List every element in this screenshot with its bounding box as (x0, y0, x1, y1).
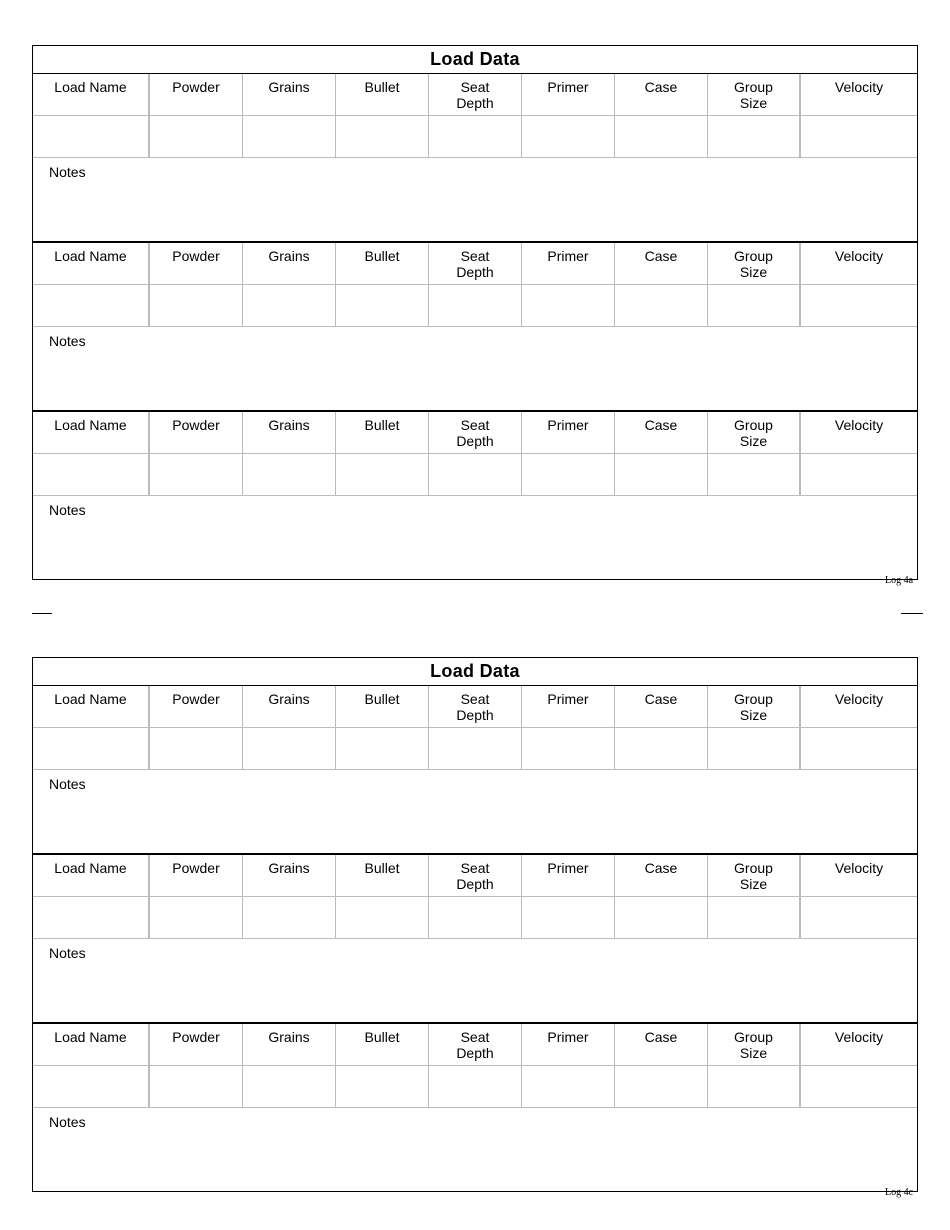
entry-field[interactable] (243, 285, 336, 326)
column-header: Primer (522, 1024, 615, 1065)
entry-field[interactable] (150, 454, 243, 495)
column-header: Powder (150, 1024, 243, 1065)
load-entry-block (33, 410, 917, 579)
column-header: Case (615, 412, 708, 453)
header-row (33, 1024, 917, 1066)
column-header: Primer (522, 686, 615, 727)
column-header: Primer (522, 74, 615, 115)
entry-field[interactable] (336, 728, 429, 769)
column-header: Case (615, 855, 708, 896)
entry-field[interactable] (615, 728, 708, 769)
entry-field[interactable] (615, 285, 708, 326)
entry-field[interactable] (801, 454, 917, 495)
notes-label: Notes (49, 164, 86, 180)
entry-field[interactable] (708, 897, 801, 938)
column-header: Grains (243, 1024, 336, 1065)
entry-row (33, 454, 917, 496)
entry-field[interactable] (801, 728, 917, 769)
column-header: Bullet (336, 243, 429, 284)
column-header: Group Size (708, 855, 801, 896)
log-label: Log 4c (885, 1187, 914, 1198)
entry-field[interactable] (336, 116, 429, 157)
column-header: Velocity (834, 248, 884, 264)
entry-field[interactable] (615, 1066, 708, 1107)
column-header: Grains (243, 74, 336, 115)
load-entry-block (33, 853, 917, 1022)
column-header: Velocity (834, 417, 884, 433)
notes-field[interactable] (33, 939, 917, 1022)
column-header: Bullet (336, 1024, 429, 1065)
column-header: Bullet (336, 412, 429, 453)
entry-row (33, 1066, 917, 1108)
entry-field[interactable] (336, 285, 429, 326)
entry-field[interactable] (522, 454, 615, 495)
entry-field[interactable] (243, 728, 336, 769)
column-header: Powder (150, 412, 243, 453)
column-header: Group Size (708, 1024, 801, 1065)
column-header: Seat Depth (429, 74, 522, 115)
column-header: Bullet (336, 855, 429, 896)
entry-field[interactable] (429, 285, 522, 326)
header-row (33, 412, 917, 454)
entry-field[interactable] (243, 454, 336, 495)
entry-field[interactable] (33, 116, 150, 157)
entry-field[interactable] (429, 1066, 522, 1107)
column-header: Load Name (33, 686, 150, 727)
entry-field[interactable] (33, 897, 150, 938)
column-header: Load Name (33, 243, 150, 284)
column-header: Grains (243, 412, 336, 453)
column-header: Primer (522, 412, 615, 453)
entry-field[interactable] (429, 897, 522, 938)
entry-row (33, 285, 917, 327)
notes-field[interactable] (33, 327, 917, 410)
entry-field[interactable] (801, 1066, 917, 1107)
column-header: Case (615, 686, 708, 727)
entry-row (33, 728, 917, 770)
entry-field[interactable] (243, 897, 336, 938)
entry-field[interactable] (522, 116, 615, 157)
entry-field[interactable] (522, 285, 615, 326)
entry-field[interactable] (708, 116, 801, 157)
column-header: Grains (243, 855, 336, 896)
column-header: Group Size (708, 412, 801, 453)
entry-field[interactable] (150, 285, 243, 326)
column-header: Velocity (834, 79, 884, 95)
column-header: Grains (243, 686, 336, 727)
notes-label: Notes (49, 502, 86, 518)
column-header: Seat Depth (429, 243, 522, 284)
column-header: Velocity (834, 860, 884, 876)
notes-label: Notes (49, 945, 86, 961)
header-row (33, 686, 917, 728)
entry-field[interactable] (522, 1066, 615, 1107)
load-entry-block (33, 686, 917, 853)
entry-field[interactable] (708, 285, 801, 326)
column-header: Load Name (33, 855, 150, 896)
column-header: Case (615, 243, 708, 284)
entry-field[interactable] (429, 116, 522, 157)
load-data-form (32, 657, 918, 1192)
entry-field[interactable] (150, 116, 243, 157)
notes-field[interactable] (33, 770, 917, 853)
notes-label: Notes (49, 776, 86, 792)
entry-field[interactable] (615, 116, 708, 157)
column-header: Powder (150, 74, 243, 115)
column-header: Bullet (336, 686, 429, 727)
entry-field[interactable] (522, 897, 615, 938)
load-data-form (32, 45, 918, 580)
entry-field[interactable] (336, 897, 429, 938)
column-header: Velocity (834, 691, 884, 707)
entry-field[interactable] (708, 728, 801, 769)
entry-field[interactable] (336, 454, 429, 495)
column-header: Powder (150, 686, 243, 727)
cut-mark-right (901, 613, 923, 614)
entry-field[interactable] (150, 1066, 243, 1107)
entry-field[interactable] (801, 116, 917, 157)
entry-field[interactable] (708, 454, 801, 495)
entry-field[interactable] (801, 897, 917, 938)
column-header: Velocity (834, 1029, 884, 1045)
form-title: Load Data (33, 658, 917, 686)
cut-mark-left (32, 613, 52, 614)
column-header: Seat Depth (429, 855, 522, 896)
entry-field[interactable] (522, 728, 615, 769)
notes-field[interactable] (33, 1108, 917, 1191)
column-header: Seat Depth (429, 412, 522, 453)
column-header: Powder (150, 243, 243, 284)
column-header: Primer (522, 855, 615, 896)
column-header: Group Size (708, 74, 801, 115)
entry-row (33, 116, 917, 158)
column-header: Grains (243, 243, 336, 284)
column-header: Load Name (33, 74, 150, 115)
entry-field[interactable] (615, 897, 708, 938)
notes-label: Notes (49, 1114, 86, 1130)
form-title: Load Data (33, 46, 917, 74)
header-row (33, 243, 917, 285)
entry-field[interactable] (150, 897, 243, 938)
column-header: Primer (522, 243, 615, 284)
entry-field[interactable] (615, 454, 708, 495)
entry-field[interactable] (801, 285, 917, 326)
load-entry-block (33, 1022, 917, 1191)
header-row (33, 855, 917, 897)
notes-label: Notes (49, 333, 86, 349)
entry-field[interactable] (33, 1066, 150, 1107)
column-header: Load Name (33, 1024, 150, 1065)
entry-field[interactable] (33, 454, 150, 495)
header-row (33, 74, 917, 116)
entry-field[interactable] (33, 728, 150, 769)
column-header: Bullet (336, 74, 429, 115)
load-entry-block (33, 74, 917, 241)
entry-field[interactable] (243, 1066, 336, 1107)
entry-field[interactable] (243, 116, 336, 157)
entry-field[interactable] (150, 728, 243, 769)
entry-field[interactable] (336, 1066, 429, 1107)
column-header: Powder (150, 855, 243, 896)
entry-field[interactable] (708, 1066, 801, 1107)
entry-field[interactable] (429, 454, 522, 495)
column-header: Group Size (708, 243, 801, 284)
entry-row (33, 897, 917, 939)
log-label: Log 4a (885, 575, 914, 586)
column-header: Seat Depth (429, 1024, 522, 1065)
entry-field[interactable] (429, 728, 522, 769)
column-header: Group Size (708, 686, 801, 727)
entry-field[interactable] (33, 285, 150, 326)
notes-field[interactable] (33, 158, 917, 241)
column-header: Case (615, 74, 708, 115)
column-header: Case (615, 1024, 708, 1065)
column-header: Load Name (33, 412, 150, 453)
load-entry-block (33, 241, 917, 410)
column-header: Seat Depth (429, 686, 522, 727)
notes-field[interactable] (33, 496, 917, 579)
